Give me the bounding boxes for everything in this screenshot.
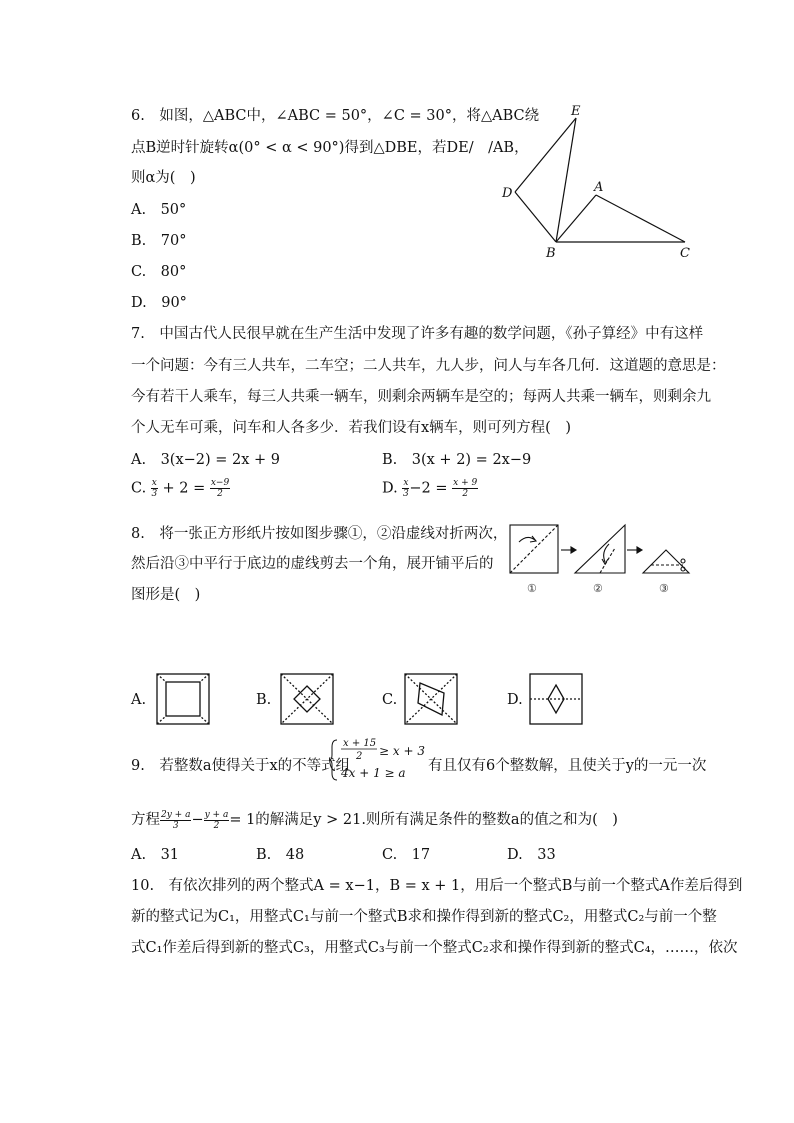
q8-option-a[interactable]: A. [131, 692, 147, 708]
step1-fold-line [510, 525, 558, 573]
q9-line-1-suffix: 有且仅有6个整数解，且使关于y的一元一次 [428, 758, 707, 774]
q7-c-frac-rhs: $\frac{x-9}{2}$ [210, 478, 230, 499]
q6-option-b[interactable]: B. 70° [131, 233, 187, 249]
q7-option-c-label: C. [131, 480, 147, 497]
step3-triangle [643, 550, 689, 573]
scissors-icon [681, 559, 685, 563]
q7-line-2: 一个问题：今有三人共车，二车空；二人共车，九人步，问人与车各几何．这道题的意思是： [131, 358, 726, 374]
q8-option-b[interactable]: B. [256, 692, 272, 708]
label-e: E [571, 104, 581, 119]
q6-option-a[interactable]: A. 50° [131, 202, 187, 218]
q8-line-2: 然后沿③中平行于底边的虚线剪去一个角，展开铺平后的 [131, 556, 494, 572]
q9-inequality-system [329, 737, 429, 783]
q9-option-a[interactable]: A. 31 [131, 847, 180, 863]
q10-line-2: 新的整式记为C₁，用整式C₁与前一个整式B求和操作得到新的整式C₂，用整式C₂与前一个整 [131, 909, 717, 925]
q7-c-tail: + 2 = [157, 480, 206, 497]
q8-option-d[interactable]: D. [507, 692, 523, 708]
q6-line-2: 点B逆时针旋转α(0° < α < 90°)得到△DBE，若DE/ /AB， [131, 140, 529, 156]
segment-be [556, 118, 576, 242]
segment-bd [515, 192, 556, 242]
step2-triangle [575, 525, 625, 573]
q9-option-c[interactable]: C. 17 [382, 847, 431, 863]
q7-option-d-label: D. [382, 480, 398, 497]
q9-frac-1: $\frac{2y + a}{3}$ [161, 809, 191, 831]
segment-de [515, 118, 576, 192]
q6-option-d[interactable]: D. 90° [131, 295, 187, 311]
sys-bottom: 4x + 1 ≥ a [341, 766, 406, 780]
label-d: D [502, 186, 513, 201]
q8-option-c-figure[interactable] [404, 673, 458, 725]
q7-c-frac-x-over-3: $\frac{x}{3}$ [151, 478, 158, 499]
q7-line-3: 今有若干人乘车，每三人共乘一辆车，则剩余两辆车是空的；每两人共乘一辆车，则剩余九 [131, 389, 711, 405]
q8-option-b-figure[interactable] [280, 673, 334, 725]
q9-line-1-prefix: 9. 若整数a使得关于x的不等式组 [131, 758, 351, 774]
q7-line-4: 个人无车可乘，问车和人各多少．若我们设有x辆车，则可列方程( ) [131, 420, 571, 436]
label-c: C [680, 246, 690, 261]
q7-option-a[interactable]: A. 3(x−2) = 2x + 9 [131, 452, 281, 468]
q9-line-2: 方程 $\frac{2y + a}{3}$ − $\frac{y + a}{2}$ = 1的解满足y > 21.则所有满足条件的整数a的值之和为( ) [131, 809, 618, 831]
q9-option-d[interactable]: D. 33 [507, 847, 556, 863]
step3-label: ③ [659, 582, 669, 595]
q8-folding-steps-figure [505, 520, 695, 600]
step2-label: ② [593, 582, 603, 595]
q8-option-c[interactable]: C. [382, 692, 398, 708]
q7-line-1: 7. 中国古代人民很早就在生产生活中发现了许多有趣的数学问题，《孙子算经》中有这样 [131, 326, 704, 342]
q8-line-3: 图形是( ) [131, 587, 201, 603]
arrow-1-head [571, 547, 576, 553]
q10-line-3: 式C₁作差后得到新的整式C₃，用整式C₃与前一个整式C₂求和操作得到新的整式C₄，……，依次 [131, 940, 738, 956]
q7-d-frac-rhs: $\frac{x + 9}{2}$ [453, 478, 478, 499]
q9-frac-2: $\frac{y + a}{2}$ [204, 809, 229, 831]
arrow-2-head [637, 547, 642, 553]
q9-option-b[interactable]: B. 48 [256, 847, 305, 863]
sys-top-num: x + 15 [343, 738, 377, 749]
step1-label: ① [527, 582, 537, 595]
q8-line-1: 8. 将一张正方形纸片按如图步骤①，②沿虚线对折两次， [131, 526, 508, 542]
q7-option-c[interactable] [131, 478, 230, 499]
label-b: B [546, 246, 556, 261]
q8-option-a-figure[interactable] [156, 673, 210, 725]
sys-top-den: 2 [356, 751, 363, 762]
system-brace [329, 740, 337, 780]
q7-d-frac-x-over-3: $\frac{x}{3}$ [403, 478, 409, 499]
q9-line-2-prefix: 方程 [131, 812, 160, 828]
segment-ac [596, 195, 685, 242]
q6-line-3: 则α为( ) [131, 170, 196, 186]
q9-line-2-suffix: = 1的解满足y > 21.则所有满足条件的整数a的值之和为( ) [229, 812, 618, 828]
q6-option-c[interactable]: C. 80° [131, 264, 187, 280]
q6-line-1: 6. 如图，△ABC中，∠ABC = 50°，∠C = 30°，将△ABC绕 [131, 108, 540, 124]
q7-d-tail: −2 = [409, 480, 448, 497]
q6-triangle-figure [498, 100, 698, 262]
q8-option-d-figure[interactable] [529, 673, 583, 725]
q10-line-1: 10. 有依次排列的两个整式A = x−1，B = x + 1，用后一个整式B与前一个整式A作差后得到 [131, 878, 743, 894]
q7-option-d[interactable] [382, 478, 478, 499]
sys-top-rest: ≥ x + 3 [379, 744, 425, 758]
label-a: A [594, 180, 604, 195]
q7-option-b[interactable]: B. 3(x + 2) = 2x−9 [382, 452, 532, 468]
